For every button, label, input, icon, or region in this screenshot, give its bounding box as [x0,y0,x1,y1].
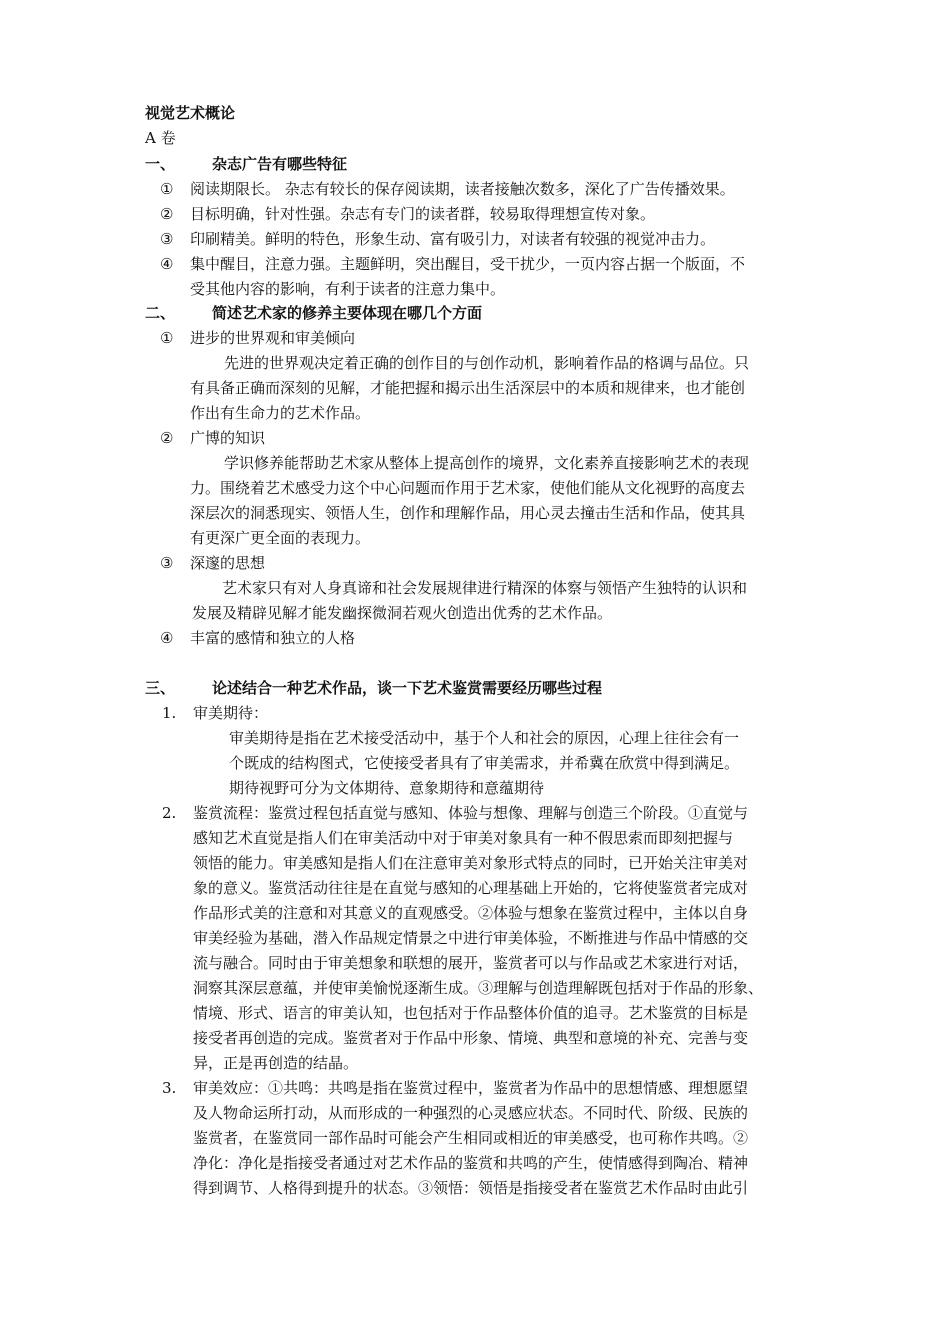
paragraph-line: 有具备正确而深刻的见解，才能把握和揭示出生活深层中的本质和规律来，也才能创 [190,379,746,397]
paragraph-line: 象的意义。鉴赏活动往往是在直觉与感知的心理基础上开始的，它将使鉴赏者完成对 [193,879,749,897]
item-text-continued: 受其他内容的影响，有利于读者的注意力集中。 [190,280,506,298]
item-marker: ② [160,429,174,447]
item-text: 深邃的思想 [190,554,266,572]
paragraph-line: 作品形式美的注意和对其意义的直观感受。②体验与想象在鉴赏过程中，主体以自身 [193,904,749,922]
doc-title: 视觉艺术概论 [145,104,236,122]
item-marker: ② [160,205,174,223]
item-marker: ④ [160,629,174,647]
paragraph-line: 审美经验为基础，潜入作品规定情景之中进行审美体验，不断推进与作品中情感的交 [193,929,749,947]
paragraph-line: 情境、形式、语言的审美认知，也包括对于作品整体价值的追寻。艺术鉴赏的目标是 [193,1004,749,1022]
paragraph-line: 发展及精辟见解才能发幽探微洞若观火创造出优秀的艺术作品。 [192,604,613,622]
paragraph-line: 鉴赏者，在鉴赏同一部作品时可能会产生相同或相近的审美感受，也可称作共鸣。② [193,1129,749,1147]
paragraph-line: 作出有生命力的艺术作品。 [190,404,371,422]
item-marker: ① [160,180,174,198]
paragraph-line: 审美效应：①共鸣：共鸣是指在鉴赏过程中，鉴赏者为作品中的思想情感、理想愿望 [193,1079,749,1097]
paragraph-line: 艺术家只有对人身真谛和社会发展规律进行精深的体察与领悟产生独特的认识和 [222,579,748,597]
section-1-heading: 杂志广告有哪些特征 [212,155,348,173]
item-number: 3. [162,1079,177,1097]
item-marker: ③ [160,230,174,248]
paragraph-line: 审美期待是指在艺术接受活动中，基于个人和社会的原因，心理上往往会有一 [229,729,740,747]
paragraph-line: 净化：净化是指接受者通过对艺术作品的鉴赏和共鸣的产生，使情感得到陶冶、精神 [193,1154,749,1172]
item-text: 广博的知识 [190,429,266,447]
section-2-heading: 简述艺术家的修养主要体现在哪几个方面 [212,304,483,322]
paragraph-line: 深层次的洞悉现实、领悟人生，创作和理解作品，用心灵去撞击生活和作品，使其具 [190,504,746,522]
paragraph-line: 学识修养能帮助艺术家从整体上提高创作的境界，文化素养直接影响艺术的表现 [224,454,750,472]
paragraph-line: 感知艺术直觉是指人们在审美活动中对于审美对象具有一种不假思索而即刻把握与 [193,829,734,847]
item-marker: ④ [160,255,174,273]
item-text: 审美期待： [193,704,269,722]
section-3-heading: 论述结合一种艺术作品，谈一下艺术鉴赏需要经历哪些过程 [212,679,603,697]
paragraph-line: 力。围绕着艺术感受力这个中心问题而作用于艺术家，使他们能从文化视野的高度去 [190,479,746,497]
item-text: 集中醒目，注意力强。主题鲜明，突出醒目，受干扰少，一页内容占据一个版面，不 [190,255,746,273]
paragraph-line: 期待视野可分为文体期待、意象期待和意蕴期待 [229,779,545,797]
section-2-number: 二、 [145,304,176,322]
item-number: 1. [162,704,177,722]
paragraph-line: 先进的世界观决定着正确的创作目的与创作动机，影响着作品的格调与品位。只 [224,354,750,372]
paragraph-line: 异，正是再创造的结晶。 [193,1054,359,1072]
item-number: 2. [162,804,177,822]
paragraph-line: 洞察其深层意蕴，并使审美愉悦逐渐生成。③理解与创造理解既包括对于作品的形象、 [193,979,764,997]
item-text: 阅读期限长。 杂志有较长的保存阅读期，读者接触次数多，深化了广告传播效果。 [190,180,735,198]
paragraph-line: 有更深广更全面的表现力。 [190,529,371,547]
paragraph-line: 流与融合。同时由于审美想象和联想的展开，鉴赏者可以与作品或艺术家进行对话， [193,954,749,972]
paragraph-line: 个既成的结构图式，它使接受者具有了审美需求，并希冀在欣赏中得到满足。 [229,754,740,772]
section-3-number: 三、 [145,679,176,697]
item-marker: ① [160,329,174,347]
paragraph-line: 得到调节、人格得到提升的状态。③领悟：领悟是指接受者在鉴赏艺术作品时由此引 [193,1179,749,1197]
paragraph-line: 接受者再创造的完成。鉴赏者对于作品中形象、情境、典型和意境的补充、完善与变 [193,1029,749,1047]
item-marker: ③ [160,554,174,572]
section-1-number: 一、 [145,155,176,173]
item-text: 目标明确，针对性强。杂志有专门的读者群，较易取得理想宣传对象。 [190,205,656,223]
paper-label: A 卷 [145,129,176,147]
paragraph-line: 领悟的能力。审美感知是指人们在注意审美对象形式特点的同时，已开始关注审美对 [193,854,749,872]
item-text: 印刷精美。鲜明的特色，形象生动、富有吸引力，对读者有较强的视觉冲击力。 [190,230,716,248]
paragraph-line: 鉴赏流程：鉴赏过程包括直觉与感知、体验与想像、理解与创造三个阶段。①直觉与 [193,804,749,822]
paragraph-line: 及人物命运所打动，从而形成的一种强烈的心灵感应状态。不同时代、阶级、民族的 [193,1104,749,1122]
item-text: 丰富的感情和独立的人格 [190,629,356,647]
item-text: 进步的世界观和审美倾向 [190,329,356,347]
